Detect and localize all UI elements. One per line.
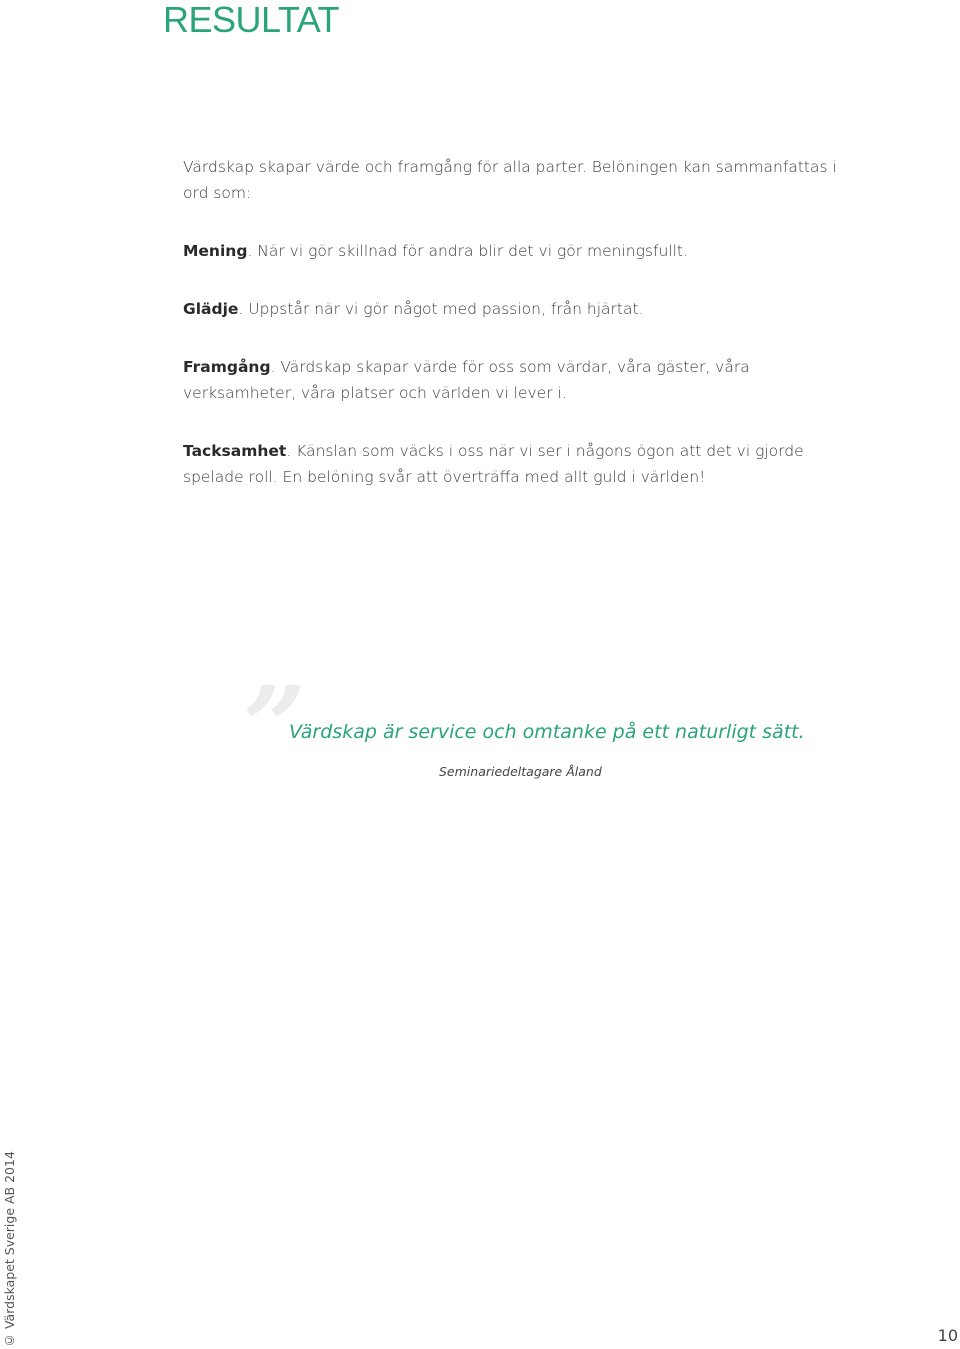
page-title: RESULTAT bbox=[163, 0, 340, 40]
pull-quote: Värdskap är service och omtanke på ett naturligt sätt. bbox=[289, 721, 805, 743]
quote-attribution: Seminariedeltagare Åland bbox=[439, 764, 602, 779]
reward-description: . När vi gör skillnad för andra blir det vi gör meningsfullt. bbox=[247, 242, 688, 260]
reward-description: . Uppstår när vi gör något med passion, från hjärtat. bbox=[238, 300, 644, 318]
reward-description: . Känslan som väcks i oss när vi ser i någons ögon att det vi gjorde spelade roll. En belöning svår att överträffa med allt guld i världen! bbox=[183, 442, 804, 486]
reward-term: Framgång bbox=[183, 358, 271, 376]
page-number: 10 bbox=[937, 1326, 958, 1345]
reward-item-framgang bbox=[183, 354, 863, 406]
body-text bbox=[183, 154, 863, 522]
reward-item-tacksamhet bbox=[183, 438, 863, 490]
reward-item-gladje bbox=[183, 296, 863, 322]
quote-mark-icon: ” bbox=[243, 662, 297, 791]
reward-term: Mening bbox=[183, 242, 248, 260]
reward-term: Tacksamhet bbox=[183, 442, 287, 460]
reward-description: . Värdskap skapar värde för oss som värdar, våra gäster, våra verksamheter, våra platser och världen vi lever i. bbox=[183, 358, 750, 402]
intro-paragraph: Värdskap skapar värde och framgång för alla parter. Belöningen kan sammanfattas i ord som: bbox=[183, 158, 837, 202]
reward-term: Glädje bbox=[183, 300, 239, 318]
reward-item-mening bbox=[183, 238, 863, 264]
copyright-notice: © Värdskapet Sverige AB 2014 bbox=[2, 1151, 17, 1348]
